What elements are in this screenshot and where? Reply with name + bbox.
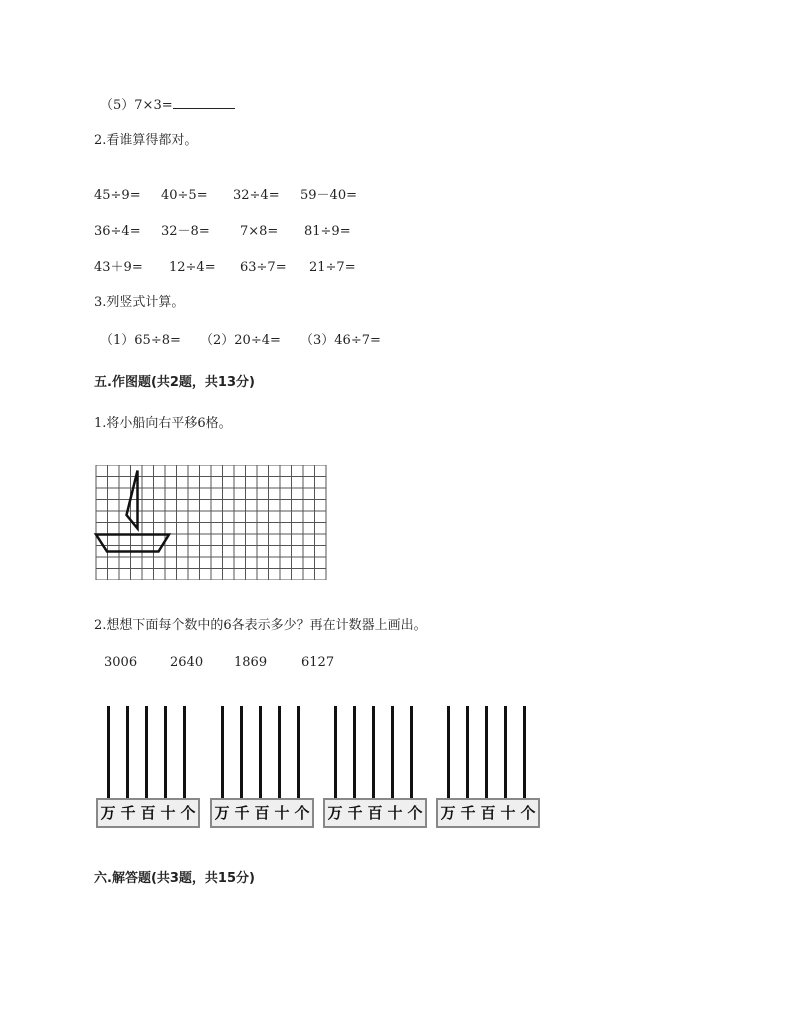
section-2-title: 2.看谁算得都对。 (94, 133, 198, 148)
abacus-rod[interactable] (485, 706, 488, 798)
abacus-counter[interactable] (436, 706, 540, 838)
place-label: 十 (387, 804, 403, 822)
question-5-number: （5） (100, 98, 135, 113)
calc-item: 32÷4= (233, 188, 280, 203)
abacus-rod[interactable] (410, 706, 413, 798)
answer-blank[interactable] (173, 96, 235, 109)
number-1869: 1869 (234, 655, 268, 670)
abacus-rod[interactable] (164, 706, 167, 798)
place-label: 千 (347, 804, 363, 822)
place-label: 万 (327, 804, 343, 822)
section-5-title: 五.作图题(共2题，共13分) (94, 375, 255, 390)
abacus-rod[interactable] (278, 706, 281, 798)
place-label: 百 (480, 804, 496, 822)
vertical-calc-item: （3）46÷7= (300, 333, 381, 348)
abacus-rod[interactable] (107, 706, 110, 798)
vertical-calc-item: （1）65÷8= (100, 333, 181, 348)
question-5 (100, 96, 235, 114)
calc-item: 63÷7= (240, 260, 287, 275)
abacus-base (436, 798, 540, 828)
number-6127: 6127 (301, 655, 335, 670)
abacus-rod[interactable] (126, 706, 129, 798)
abacus-rod[interactable] (523, 706, 526, 798)
abacus-rod[interactable] (466, 706, 469, 798)
calc-item: 45÷9= (94, 188, 141, 203)
abacus-rod[interactable] (504, 706, 507, 798)
abacus-rod[interactable] (353, 706, 356, 798)
abacus-rod[interactable] (372, 706, 375, 798)
calc-item: 7×8= (240, 224, 279, 239)
boat-grid[interactable] (90, 465, 335, 580)
place-label: 十 (274, 804, 290, 822)
place-label: 个 (180, 804, 196, 822)
section-6-title: 六.解答题(共3题，共15分) (94, 871, 255, 886)
calc-item: 21÷7= (309, 260, 356, 275)
abacus-rod[interactable] (334, 706, 337, 798)
calc-item: 36÷4= (94, 224, 141, 239)
abacus-counter[interactable] (323, 706, 427, 838)
abacus-counter[interactable] (210, 706, 314, 838)
place-label: 个 (294, 804, 310, 822)
place-label: 百 (367, 804, 383, 822)
place-label: 十 (500, 804, 516, 822)
abacus-rod[interactable] (447, 706, 450, 798)
calc-item: 43＋9= (94, 260, 143, 275)
place-label: 十 (160, 804, 176, 822)
abacus-rod[interactable] (240, 706, 243, 798)
vertical-calc-item: （2）20÷4= (200, 333, 281, 348)
place-label: 万 (214, 804, 230, 822)
abacus-base (323, 798, 427, 828)
calc-item: 40÷5= (161, 188, 208, 203)
place-label: 万 (440, 804, 456, 822)
abacus-counter[interactable] (96, 706, 200, 838)
place-label: 个 (520, 804, 536, 822)
abacus-rod[interactable] (145, 706, 148, 798)
place-label: 百 (254, 804, 270, 822)
place-label: 千 (460, 804, 476, 822)
number-3006: 3006 (104, 655, 138, 670)
abacus-rod[interactable] (391, 706, 394, 798)
question-5-expression: 7×3= (134, 98, 173, 113)
calc-item: 59－40= (300, 188, 357, 203)
drawing-question-2: 2.想想下面每个数中的6各表示多少？再在计数器上画出。 (94, 618, 427, 633)
place-label: 千 (120, 804, 136, 822)
calc-item: 81÷9= (304, 224, 351, 239)
place-label: 个 (407, 804, 423, 822)
abacus-rod[interactable] (259, 706, 262, 798)
abacus-base (210, 798, 314, 828)
abacus-rod[interactable] (297, 706, 300, 798)
abacus-rod[interactable] (183, 706, 186, 798)
calc-item: 32－8= (161, 224, 210, 239)
abacus-rod[interactable] (221, 706, 224, 798)
place-label: 万 (100, 804, 116, 822)
calc-item: 12÷4= (169, 260, 216, 275)
drawing-question-1: 1.将小船向右平移6格。 (94, 416, 232, 431)
number-2640: 2640 (170, 655, 204, 670)
place-label: 千 (234, 804, 250, 822)
section-3-title: 3.列竖式计算。 (94, 295, 185, 310)
abacus-base (96, 798, 200, 828)
place-label: 百 (140, 804, 156, 822)
